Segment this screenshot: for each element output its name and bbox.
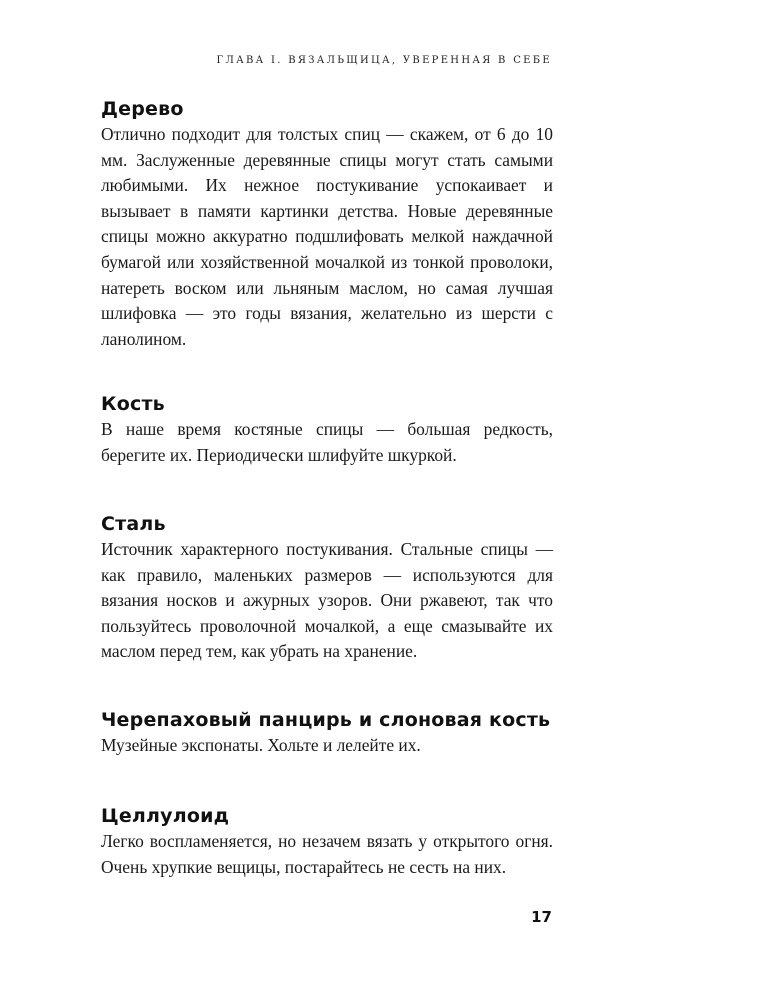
section-steel xyxy=(101,511,553,665)
section-wood xyxy=(101,96,553,352)
section-text: Легко воспламеняется, но незачем вязать у открытого огня. Очень хрупкие вещицы, постарайтесь не сесть на них. xyxy=(101,831,553,877)
section-tortoiseshell-ivory xyxy=(101,707,553,759)
section-text: Отлично подходит для толстых спиц — скажем, от 6 до 10 мм. Заслуженные деревянные спицы могут стать самыми любимыми. Их нежное постукивание успокаивает и вызывает в памяти картинки детства. Новые деревянные спицы можно аккуратно подшлифовать мелкой наждачной бумагой или хозяйственной мочалкой из тонкой проволоки, натереть воском или льняным маслом, но самая лучшая шлифовка — это годы вязания, желательно из шерсти с ланолином. xyxy=(101,124,553,349)
section-celluloid xyxy=(101,803,553,880)
section-heading: Кость xyxy=(101,393,165,415)
section-text: В наше время костяные спицы — большая редкость, берегите их. Периодически шлифуйте шкуркой. xyxy=(101,419,553,465)
section-heading: Сталь xyxy=(101,513,166,535)
page-number: 17 xyxy=(531,908,552,926)
section-heading: Дерево xyxy=(101,98,184,120)
section-bone xyxy=(101,391,553,468)
section-text: Источник характерного постукивания. Стальные спицы — как правило, маленьких размеров — используются для вязания носков и ажурных узоров. Они ржавеют, так что пользуйтесь проволочной мочалкой, а еще смазывайте их маслом перед тем, как убрать на хранение. xyxy=(101,539,553,662)
section-heading: Целлулоид xyxy=(101,805,230,827)
section-text: Музейные экспонаты. Хольте и лелейте их. xyxy=(101,735,421,755)
running-head: ГЛАВА I. ВЯЗАЛЬЩИЦА, УВЕРЕННАЯ В СЕБЕ xyxy=(216,55,552,66)
section-heading: Черепаховый панцирь и слоновая кость xyxy=(101,709,551,731)
